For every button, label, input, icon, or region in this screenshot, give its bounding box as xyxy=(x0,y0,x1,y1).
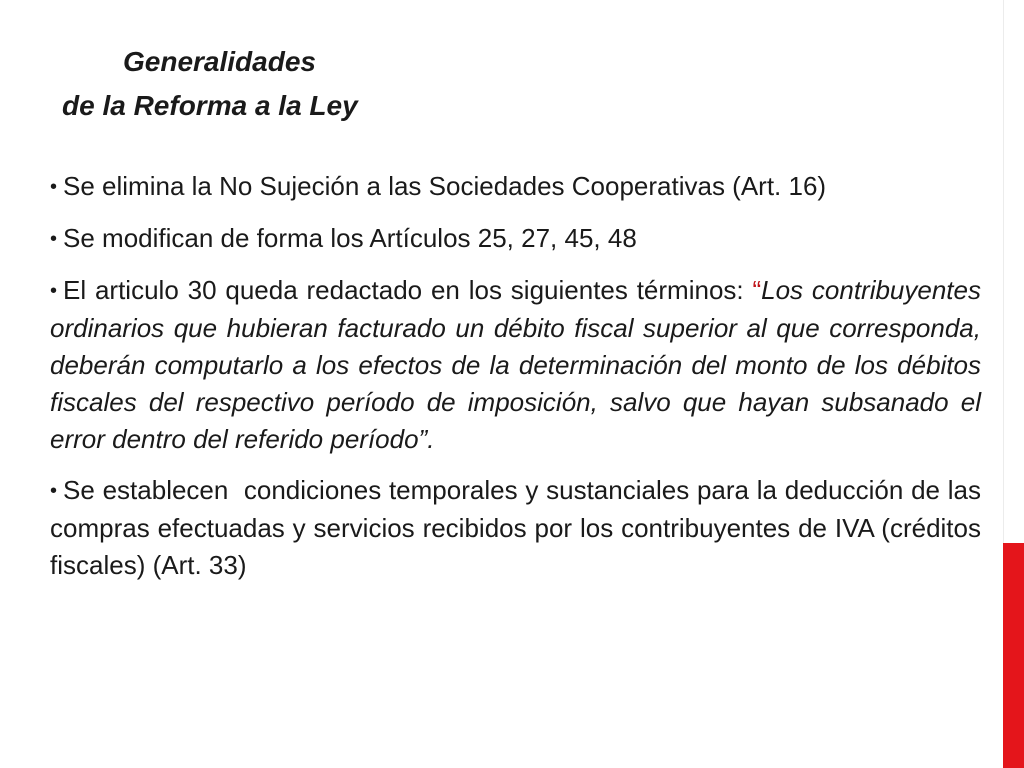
bullet-marker: • xyxy=(50,228,58,250)
bullet-text-3-quote: Los contribuyentes ordinarios que hubieran facturado un débito fiscal superior al que corresponda, deberán computarlo a los efectos de la determinación del monto de los débitos fiscales del respectivo período de imposición, salvo que hayan subsanado el error dentro del referido período”. xyxy=(50,275,981,454)
bullet-text-4: Se establecen condiciones temporales y sustanciales para la deducción de las compras efectuadas y servicios recibidos por los contribuyentes de IVA (créditos fiscales) (Art. 33) xyxy=(50,475,989,580)
bullet-item-1 xyxy=(50,168,981,206)
bullet-text-3-lead: El articulo 30 queda redactado en los siguientes términos: xyxy=(63,275,753,305)
title-line-2: de la Reforma a la Ley xyxy=(62,90,358,121)
bullet-text-1: Se elimina la No Sujeción a las Sociedades Cooperativas (Art. 16) xyxy=(63,171,827,201)
right-band-top xyxy=(1003,0,1024,543)
bullet-marker: • xyxy=(50,480,58,502)
open-quote-mark: “ xyxy=(752,275,762,305)
bullet-item-2 xyxy=(50,220,981,258)
bullet-marker: • xyxy=(50,280,58,302)
bullet-item-3 xyxy=(50,272,981,458)
slide-title xyxy=(0,40,480,128)
bullet-list xyxy=(50,168,989,598)
bullet-item-4 xyxy=(50,472,989,584)
title-line-1: Generalidades xyxy=(123,46,316,77)
bullet-marker: • xyxy=(50,176,58,198)
right-accent-band xyxy=(1003,543,1024,768)
bullet-text-2: Se modifican de forma los Artículos 25, 27, 45, 48 xyxy=(63,223,637,253)
